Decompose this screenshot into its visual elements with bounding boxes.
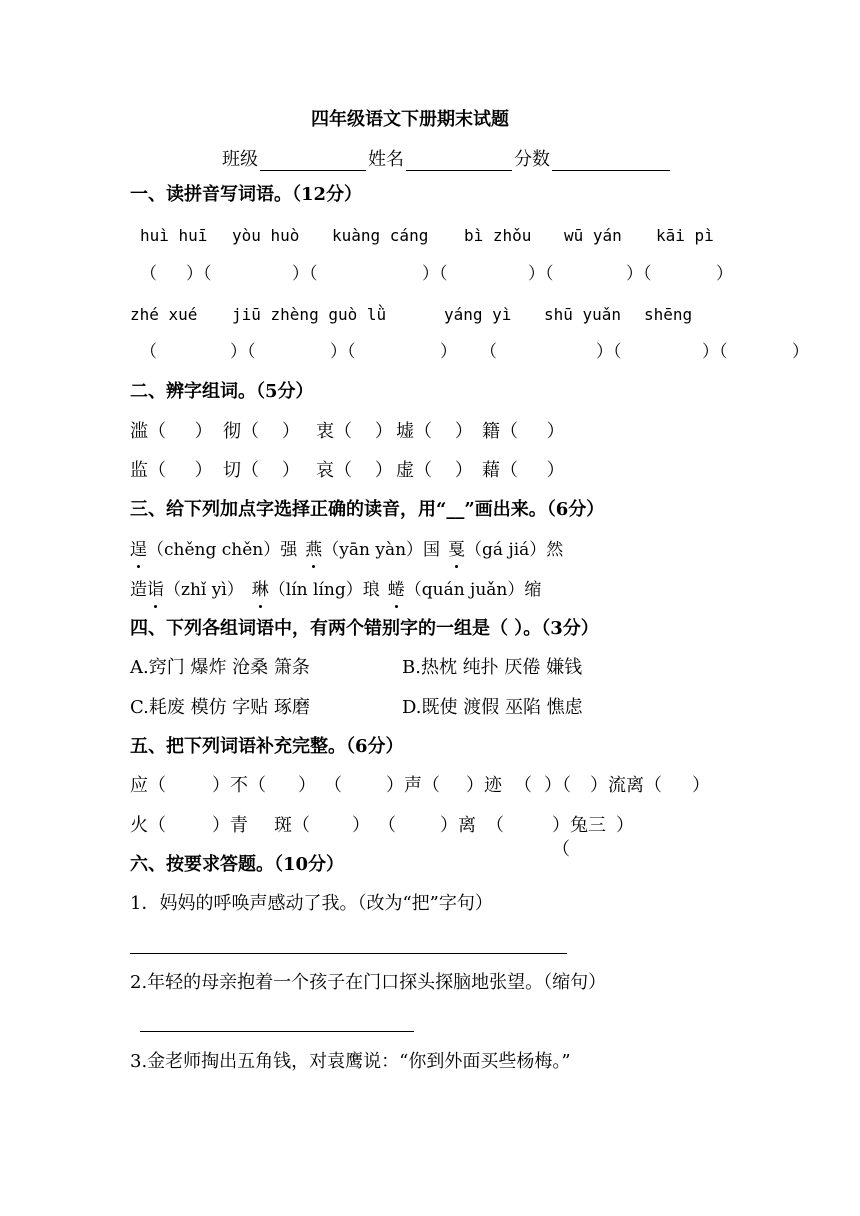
score-field[interactable] (552, 150, 670, 171)
idiom-part: ）不（ (212, 775, 266, 796)
word-part: 国 (423, 540, 441, 560)
idiom-part: ） (298, 775, 316, 796)
char-item: 滥 (130, 421, 148, 442)
pinyin-item: kuàng cáng (332, 226, 429, 245)
pinyin-item: zhé xué (130, 305, 198, 324)
idiom-part: （ (378, 815, 396, 836)
option-a[interactable]: A.窍门 爆炸 沧桑 箫条 (130, 657, 310, 678)
idiom-part: ）青 (212, 815, 248, 836)
idiom-part: 斑（ (274, 815, 310, 836)
student-info-line (222, 145, 672, 171)
reading-options: （zhǐ yì） (164, 580, 244, 600)
name-field[interactable] (406, 150, 512, 171)
section-5-heading: 五、把下列词语补充完整。（6分） (130, 736, 404, 757)
dotted-char: 蜷 (387, 580, 405, 600)
reading-line-1 (130, 538, 563, 562)
reading-options: （yān yàn） (322, 540, 424, 560)
pinyin-item: wū yán (564, 226, 622, 245)
idiom-part: ）离 (440, 815, 476, 836)
pinyin-item: bì zhǒu (464, 226, 532, 245)
section-2-heading: 二、辨字组词。（5分） (130, 381, 314, 402)
pinyin-row-2 (130, 303, 704, 327)
pinyin-item: shēng (644, 305, 693, 324)
pinyin-item: shū yuǎn (544, 305, 622, 324)
reading-line-2 (130, 578, 541, 602)
section-3-heading: 三、给下列加点字选择正确的读音，用“__”画出来。（6分） (130, 499, 605, 520)
word-part: 然 (546, 540, 564, 560)
reading-options: （chěng chěn） (147, 540, 281, 560)
section-6-heading: 六、按要求答题。（10分） (130, 854, 345, 875)
char-group-row-1: 滥 （ ） 彻 （ ） 衷 （ ） 墟 （ ） 籍 （ ） (130, 421, 565, 442)
question-2: 2.年轻的母亲抱着一个孩子在门口探头探脑地张望。（缩句） (130, 972, 607, 993)
answer-line-2[interactable] (140, 1031, 414, 1032)
char-item: 虚 (396, 460, 414, 481)
idiom-part: （ (324, 775, 342, 796)
idiom-part: ）流离（ (590, 775, 662, 796)
idiom-part: ） (692, 775, 710, 796)
idiom-part: （ (486, 815, 504, 836)
dotted-char: 逞 (130, 540, 147, 560)
idiom-part: ） (352, 815, 370, 836)
idiom-part: 应（ (130, 775, 166, 796)
reading-options: （gá jiá） (465, 540, 547, 560)
score-label: 分数 (514, 149, 550, 170)
answer-line-1[interactable] (130, 953, 567, 954)
dotted-char: 诣 (147, 580, 164, 600)
idiom-part: 火（ (130, 815, 166, 836)
pinyin-item: jiū zhèng guò lǜ (232, 305, 387, 324)
option-c[interactable]: C.耗废 模仿 字贴 琢磨 (130, 697, 311, 718)
reading-options: （quán juǎn） (404, 580, 525, 600)
pinyin-item: kāi pì (656, 226, 714, 245)
answer-brackets-row-1: （ ）（ ）（ ）（ ）（ ）（ ） (140, 264, 733, 284)
char-item: 墟 (396, 421, 414, 442)
char-item: 哀 (316, 460, 334, 481)
char-item: 籍 (482, 421, 500, 442)
class-field[interactable] (260, 150, 366, 171)
dotted-char: 琳 (251, 580, 269, 600)
answer-brackets-row-2: （ ）（ ）（ ） （ ）（ ）（ ） (140, 342, 809, 362)
question-3: 3.金老师掏出五角钱，对袁鹰说：“你到外面买些杨梅。” (130, 1051, 571, 1072)
idiom-part: （ (514, 775, 532, 796)
word-part: 琅 (362, 580, 380, 600)
dotted-char: 燕 (305, 540, 323, 560)
idiom-part: ）（ (544, 775, 571, 796)
char-item: 监 (130, 460, 148, 481)
char-item: 彻 (223, 421, 241, 442)
pinyin-item: yòu huò (232, 226, 300, 245)
char-group-row-2: 监 （ ） 切 （ ） 哀 （ ） 虚 （ ） 藉 （ ） (130, 460, 565, 481)
pinyin-item: yáng yì (444, 305, 512, 324)
question-1: 1．妈妈的呼唤声感动了我。（改为“把”字句） (130, 893, 493, 914)
idiom-part: ）声（ (386, 775, 440, 796)
option-b[interactable]: B.热枕 纯扑 厌倦 嫌钱 (402, 657, 583, 678)
pinyin-item: huì huī (140, 226, 208, 245)
idiom-row-1 (130, 774, 710, 798)
idiom-part: ）兔三（ (552, 815, 606, 860)
section-1-heading: 一、读拼音写词语。（12分） (130, 184, 363, 205)
word-part: 强 (280, 540, 298, 560)
word-part: 造 (130, 580, 147, 600)
dotted-char: 戛 (448, 540, 466, 560)
pinyin-row-1 (140, 224, 736, 248)
char-item: 藉 (482, 460, 500, 481)
option-d[interactable]: D.既使 渡假 巫陷 憔虑 (402, 697, 583, 718)
char-item: 切 (223, 460, 241, 481)
section-4-heading: 四、下列各组词语中，有两个错别字的一组是（ ）。（3分） (130, 618, 599, 639)
char-item: 衷 (316, 421, 334, 442)
class-label: 班级 (222, 149, 258, 170)
word-part: 缩 (524, 580, 542, 600)
name-label: 姓名 (368, 149, 404, 170)
page-title: 四年级语文下册期末试题 (311, 109, 509, 130)
idiom-part: ）迹 (466, 775, 502, 796)
idiom-part: ） (616, 815, 634, 836)
reading-options: （lín líng） (268, 580, 363, 600)
